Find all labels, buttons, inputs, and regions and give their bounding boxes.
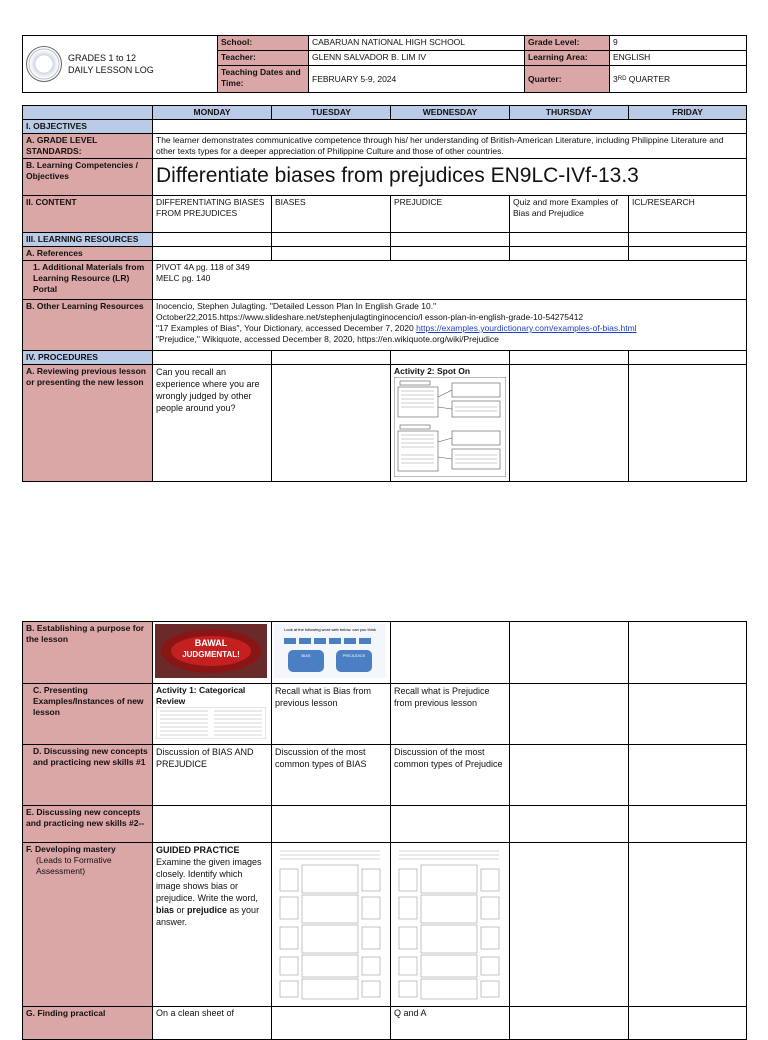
- corner-cell: [23, 106, 153, 120]
- additional-materials-label: 1. Additional Materials from Learning Resource (LR) Portal: [23, 261, 153, 300]
- bias-worksheet-image: [274, 845, 386, 1001]
- content-wednesday: PREJUDICE: [391, 196, 510, 233]
- objectives-heading: I. OBJECTIVES: [23, 120, 153, 134]
- teacher-label: Teacher:: [218, 51, 309, 66]
- procedures-heading: IV. PROCEDURES: [23, 351, 153, 365]
- pivot-ref: PIVOT 4A pg. 118 of 349: [156, 262, 250, 272]
- word-web-image: [274, 624, 386, 678]
- quarter-word: QUARTER: [626, 73, 671, 84]
- discussing1-label: D. Discussing new concepts and practicing new skills #1: [23, 745, 153, 806]
- content-heading: II. CONTENT: [23, 196, 153, 233]
- header-logo-cell: [23, 36, 218, 93]
- lesson-plan-table-continued: [22, 621, 747, 1040]
- quarter-value: [610, 66, 747, 93]
- lesson-plan-table: [22, 105, 747, 482]
- activity2-title: Activity 2: Spot On: [394, 366, 471, 376]
- melc-ref: MELC pg. 140: [156, 273, 211, 283]
- school-value: CABARUAN NATIONAL HIGH SCHOOL: [309, 36, 525, 51]
- resources-heading: III. LEARNING RESOURCES: [23, 233, 153, 247]
- finding-practical-label: G. Finding practical: [23, 1007, 153, 1040]
- purpose-label: B. Establishing a purpose for the lesson: [23, 622, 153, 684]
- discussing1-wednesday: Discussion of the most common types of Prejudice: [391, 745, 510, 806]
- yourdictionary-link[interactable]: https://examples.yourdictionary.com/examples-of-bias.html: [416, 323, 637, 333]
- content-thursday: Quiz and more Examples of Bias and Prejudice: [510, 196, 629, 233]
- content-monday: DIFFERENTIATING BIASES FROM PREJUDICES: [153, 196, 272, 233]
- reviewing-wednesday: [391, 365, 510, 482]
- dates-value: FEBRUARY 5-9, 2024: [309, 66, 525, 93]
- purpose-tuesday: [272, 622, 391, 684]
- presenting-monday: [153, 684, 272, 745]
- school-label: School:: [218, 36, 309, 51]
- guided-practice-title: GUIDED PRACTICE: [156, 845, 240, 855]
- discussing1-tuesday: Discussion of the most common types of BIAS: [272, 745, 391, 806]
- references-label: A. References: [23, 247, 153, 261]
- day-friday: FRIDAY: [629, 106, 747, 120]
- developing-mastery-title: F. Developing mastery: [26, 844, 116, 854]
- day-thursday: THURSDAY: [510, 106, 629, 120]
- other-resources-text: [153, 300, 747, 351]
- activity1-title: Activity 1: Categorical Review: [156, 685, 246, 706]
- grade-label: Grade Level:: [525, 36, 610, 51]
- presenting-label: C. Presenting Examples/Instances of new lesson: [23, 684, 153, 745]
- content-tuesday: BIASES: [272, 196, 391, 233]
- prejudice-worksheet-image: [393, 845, 505, 1001]
- grade-value: 9: [610, 36, 747, 51]
- developing-mastery-sub: (Leads to Formative Assessment): [36, 855, 112, 876]
- other-resources-label: B. Other Learning Resources: [23, 300, 153, 351]
- ref-inocencio: Inocencio, Stephen Julagting. "Detailed Lesson Plan In English Grade 10.": [156, 301, 437, 311]
- spot-on-worksheet-image: [394, 377, 506, 477]
- guided-practice-text: Examine the given images closely. Identify which image shows bias or prejudice. Write the word, bias or prejudice as your answer.: [156, 857, 262, 927]
- discussing2-label: E. Discussing new concepts and practicing new skills #2--: [23, 806, 153, 843]
- categorical-review-image: [156, 707, 266, 739]
- day-monday: MONDAY: [153, 106, 272, 120]
- grade-level-standards-text: The learner demonstrates communicative competence through his/ her understanding of British-American Literature, including Philippine Literature and other texts types for a deeper appreciation of Philippine Culture and those of other countries.: [153, 134, 747, 159]
- day-tuesday: TUESDAY: [272, 106, 391, 120]
- header-table: [22, 35, 747, 93]
- grade-level-standards-label: A. GRADE LEVEL STANDARDS:: [23, 134, 153, 159]
- header-title-line2: DAILY LESSON LOG: [68, 65, 154, 75]
- header-title-line1: GRADES 1 to 12: [68, 53, 137, 63]
- content-friday: ICL/RESEARCH: [629, 196, 747, 233]
- area-label: Learning Area:: [525, 51, 610, 66]
- ref-yourdictionary: "17 Examples of Bias", Your Dictionary, accessed December 7, 2020 https://examples.yourdictionary.com/examples-of-bias.html: [156, 323, 637, 333]
- teacher-value: GLENN SALVADOR B. LIM IV: [309, 51, 525, 66]
- reviewing-label: A. Reviewing previous lesson or presenting the new lesson: [23, 365, 153, 482]
- purpose-monday: [153, 622, 272, 684]
- finding-practical-monday: On a clean sheet of: [153, 1007, 272, 1040]
- ref-slideshare: October22,2015.https://www.slideshare.net/stephenjulagtinginocencio/l esson-plan-in-english-grade-10-54275412: [156, 312, 584, 322]
- sign-text: BAWAL: [194, 638, 228, 648]
- quarter-label: Quarter:: [525, 66, 610, 93]
- developing-mastery-tuesday: [272, 843, 391, 1007]
- discussing1-monday: Discussion of BIAS AND PREJUDICE: [153, 745, 272, 806]
- word-web-prejudice: PREJUDICE: [342, 653, 366, 658]
- presenting-wednesday: Recall what is Prejudice from previous lesson: [391, 684, 510, 745]
- competencies-text: Differentiate biases from prejudices EN9LC-IVf-13.3: [153, 159, 747, 196]
- area-value: ENGLISH: [610, 51, 747, 66]
- bawal-judgmental-image: [155, 624, 267, 678]
- day-wednesday: WEDNESDAY: [391, 106, 510, 120]
- developing-mastery-label: [23, 843, 153, 1007]
- developing-mastery-monday: [153, 843, 272, 1007]
- deped-seal-icon: [26, 46, 62, 82]
- competencies-label: B. Learning Competencies / Objectives: [23, 159, 153, 196]
- word-web-bias: BIAS: [301, 653, 311, 658]
- reviewing-monday: Can you recall an experience where you are wrongly judged by other people around you?: [153, 365, 272, 482]
- ref-wikiquote: "Prejudice," Wikiquote, accessed December 8, 2020, https://en.wikiquote.org/wiki/Prejudice: [156, 334, 499, 344]
- developing-mastery-wednesday: [391, 843, 510, 1007]
- svg-text:JUDGMENTAL!: JUDGMENTAL!: [182, 650, 240, 659]
- quarter-suffix: RD: [617, 75, 627, 82]
- presenting-tuesday: Recall what is Bias from previous lesson: [272, 684, 391, 745]
- dates-label: Teaching Dates and Time:: [218, 66, 309, 93]
- additional-materials-text: [153, 261, 747, 300]
- finding-practical-wednesday: Q and A: [391, 1007, 510, 1040]
- quarter-number: 3: [613, 73, 618, 84]
- svg-text:Look at the following word web: Look at the following word web below. can you think: [284, 627, 376, 632]
